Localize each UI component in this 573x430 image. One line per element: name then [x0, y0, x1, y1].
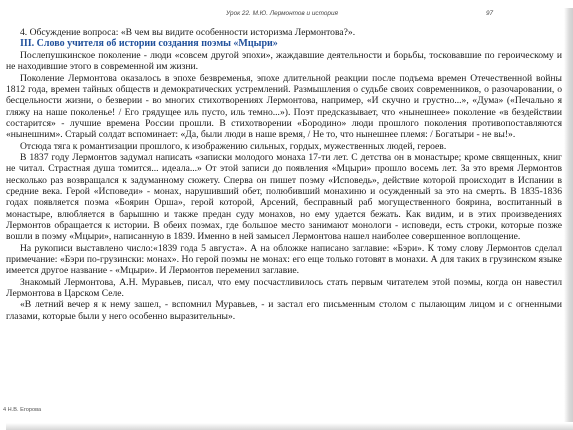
section-3-title: III. Слово учителя об истории создания поэмы «Мцыри» [20, 38, 278, 50]
section-4-line: 4. Обсуждение вопроса: «В чем вы видите особенности историзма Лермонтова?». [20, 27, 356, 38]
paragraph: В 1837 году Лермонтов задумал написать «записки молодого монаха 17-ти лет. С детства он в монастыре; кроме священных, книг не читал. Страстная душа томится... идеала...» От этой записи до появления «Мцыри» прошло восемь лет. За это время Лермонтов несколько раз возвращался к задуманному сюжету. Сперва он пишет поэму «Исповедь», действие которой происходит в Испании в средние века. Герой «Исповеди» - монах, нарушивший обет, полюбивший монахиню и осужденный за это на смерть. В 1835-1836 годах появляется поэма «Боярин Орша», герой которой, Арсений, бесправный раб могущественного боярина, воспитанный в монастыре, влюбляется в барышню и также предан суду монахов, но ему удается бежать. Как видим, и в этих произведениях Лермонтов обращается к истории. В обеих поэмах, где большое место занимают монологи - исповеди, есть строки, которые позже вошли в поэму «Мцыри», написанную в 1839. Именно в ней замысел Лермонтова нашел наиболее совершенное воплощение. [6, 151, 562, 243]
running-header [0, 8, 573, 22]
page-number: 97 [486, 10, 494, 17]
footnote: 4 Н.В. Егорова [3, 407, 42, 413]
paragraph: На рукописи выставлено число:«1839 года 5 августа». А на обложке написано заглавие: «Бэри». К тому слову Лермонтов сделал примечание: «Бэри по-грузински: монах». Но герой поэмы не монах: его еще только готовят в монахи. А для таких в грузинском языке имеется другое название - «Мцыри». И Лермонтов переменил заглавие. [6, 242, 562, 277]
page-edge-shadow-right [564, 8, 573, 422]
paragraph: Послепушкинское поколение - люди «совсем другой эпохи», жаждавшие деятельности и борьбы, тосковавшие по героическому и не находившие этого в современной им жизни. [6, 49, 562, 73]
paragraph: Поколение Лермонтова оказалось в эпохе безвременья, эпохе длительной реакции после подъема времен Отечественной войны 1812 года, времен тайных обществ и демократических устремлений. Размышления о судьбе своих современников, о разочаровании, о бесцельности жизни, о безверии - во многих стихотворениях Лермонтова, например, «И скучно и грустно...», «Дума» («Печально я гляжу на наше поколенье! / Его грядущее иль пусто, иль темно...»). Поэт предсказывает, что «нынешнее» поколение «в бездействии состарится» - лучшие времена России прошли. В стихотворении «Бородино» люди прошлого поколения противопоставляются «нынешним». Старый солдат вспоминает: «Да, были люди в наше время, / Не то, что нынешнее племя: / Богатыри - не вы!». [6, 72, 562, 141]
running-title: Урок 22. М.Ю. Лермонтов и история [226, 10, 338, 17]
paragraph-quote: «В летний вечер я к нему зашел, - вспомнил Муравьев, - и застал его письменным столом с пылающим лицом и с огненными глазами, которые были у него особенно выразительны». [6, 299, 562, 322]
paragraph: Знакомый Лермонтова, А.Н. Муравьев, писал, что ему посчастливилось стать первым читателем этой поэмы, когда он навестил Лермонтова в Царском Селе. [6, 276, 562, 300]
page-body [6, 27, 562, 322]
page-edge-shadow-bottom [6, 423, 573, 430]
paragraph: Отсюда тяга к романтизации прошлого, к изображению сильных, гордых, мужественных людей, героев. [20, 140, 447, 152]
